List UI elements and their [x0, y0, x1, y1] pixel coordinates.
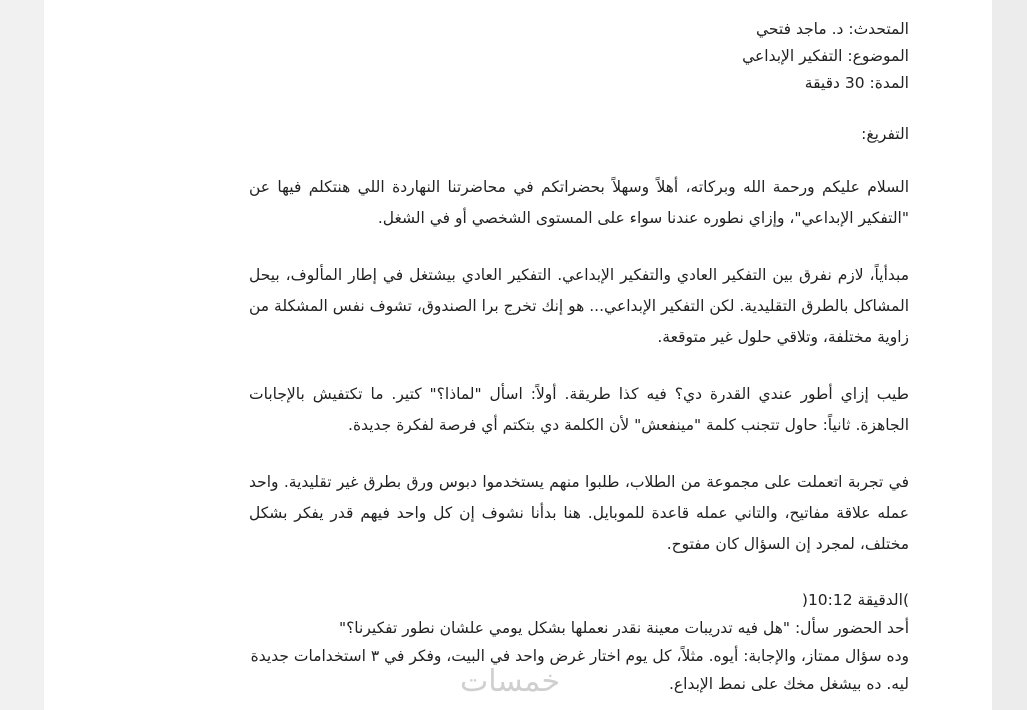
- document-body: [249, 16, 909, 698]
- paragraph-thinking-types: مبدأياً، لازم نفرق بين التفكير العادي والتفكير الإبداعي. التفكير العادي بيشتغل في إطار المألوف، بيحل المشاكل بالطرق التقليدية. لكن التفكير الإبداعي... هو إنك تخرج برا الصندوق، تشوف نفس المشكلة من زاوية مختلفة، وتلاقي حلول غير متوقعة.: [249, 266, 909, 346]
- speaker-answer: وده سؤال ممتاز، والإجابة: أيوه. مثلاً، كل يوم اختار غرض واحد في البيت، وفكر في ٣ استخدامات جديدة ليه. ده بيشغل مخك على نمط الإبداع.: [250, 647, 909, 693]
- audience-question: أحد الحضور سأل: "هل فيه تدريبات معينة نقدر نعملها بشكل يومي علشان نطور تفكيرنا؟": [338, 619, 909, 637]
- transcript-heading: التفريغ:: [861, 125, 909, 143]
- watermark-logo: خمسات: [459, 664, 561, 699]
- page-margin-strip: [992, 0, 1027, 710]
- duration-line: المدة: 30 دقيقة: [804, 74, 909, 92]
- paragraph-greeting: السلام عليكم ورحمة الله وبركاته، أهلاً وسهلاً بحضراتكم في محاضرتنا النهاردة اللي هنتكلم فيها عن "التفكير الإبداعي"، وإزاي نطوره عندنا سواء على المستوى الشخصي أو في الشغل.: [249, 178, 909, 227]
- speaker-line: المتحدث: د. ماجد فتحي: [756, 20, 909, 38]
- timestamp-line: )الدقيقة 10:12(: [801, 591, 909, 609]
- paragraph-experiment: في تجربة اتعملت على مجموعة من الطلاب، طلبوا منهم يستخدموا دبوس ورق بطرق غير تقليدية. واحد عمله علاقة مفاتيح، والتاني عمله قاعدة للموبايل. هنا بدأنا نشوف إن كل واحد فيهم قدر يفكر بشكل مختلف، لمجرد إن السؤال كان مفتوح.: [249, 473, 909, 553]
- paragraph-development-tips: طيب إزاي أطور عندي القدرة دي؟ فيه كذا طريقة. أولاً: اسأل "لماذا؟" كتير. ما تكتفيش بالإجابات الجاهزة. ثانياً: حاول تتجنب كلمة "مينفعش" لأن الكلمة دي بتكتم أي فرصة لفكرة جديدة.: [249, 385, 909, 434]
- topic-line: الموضوع: التفكير الإبداعي: [742, 47, 909, 65]
